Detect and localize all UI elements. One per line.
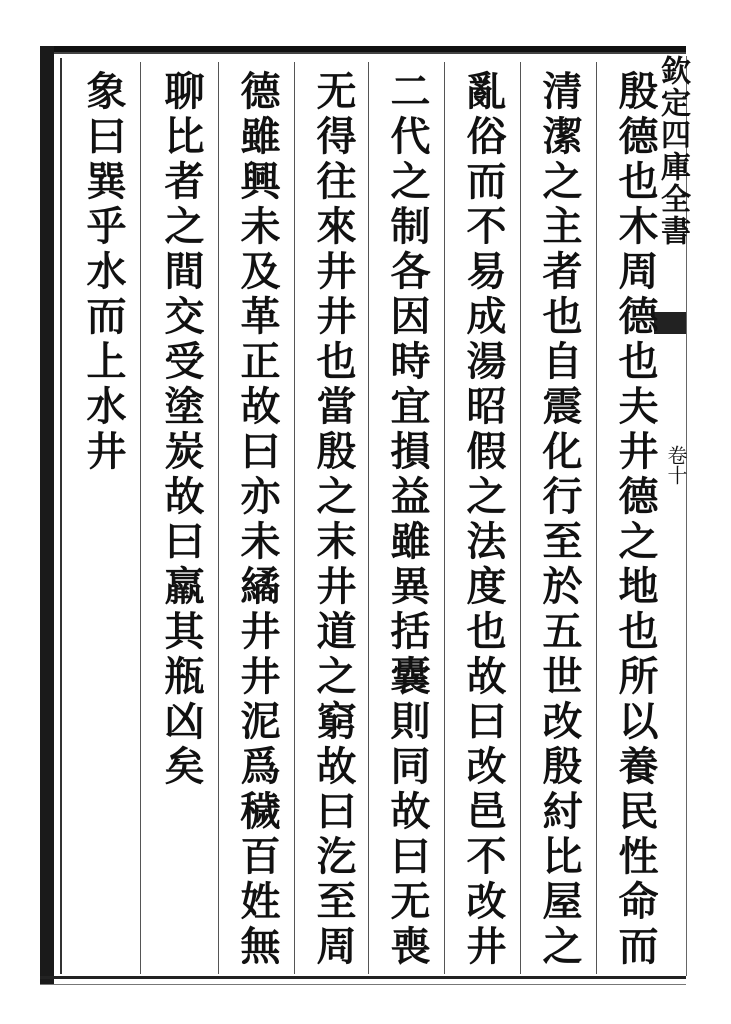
frame-top-border (46, 46, 686, 54)
margin-volume-label: 卷十 (664, 445, 688, 485)
frame-left-border (40, 46, 54, 984)
text-column-6: 德雖興未及革正故曰亦未繘井井泥爲穢百姓無 (234, 70, 281, 970)
text-column-5: 无得往來井井也當殷之末井道之窮故曰汔至周 (310, 70, 357, 970)
text-column-1: 殷德也木周德也夫井德之地也所以養民性命而 (612, 70, 659, 970)
margin-book-title: 欽定四庫全書 (655, 55, 690, 247)
text-column-8: 象曰巽乎水而上水井 (80, 70, 127, 475)
text-column-4: 二代之制各因時宜損益雖異括囊則同故曰无喪 (384, 70, 431, 970)
text-column-3: 亂俗而不易成湯昭假之法度也故曰改邑不改井 (460, 70, 507, 970)
frame-bottom-border (40, 976, 686, 979)
column-rule (140, 62, 141, 974)
column-rule (444, 62, 445, 974)
column-rule (520, 62, 521, 974)
column-rule (596, 62, 597, 974)
frame-left-inner-rule (60, 58, 62, 974)
text-column-7: 聊比者之間交受塗炭故曰羸其瓶凶矣 (158, 70, 205, 790)
column-rule (368, 62, 369, 974)
column-rule (218, 62, 219, 974)
column-rule (294, 62, 295, 974)
frame-bottom-rule (40, 984, 686, 985)
text-column-2: 清潔之主者也自震化行至於五世改殷紂比屋之 (536, 70, 583, 970)
